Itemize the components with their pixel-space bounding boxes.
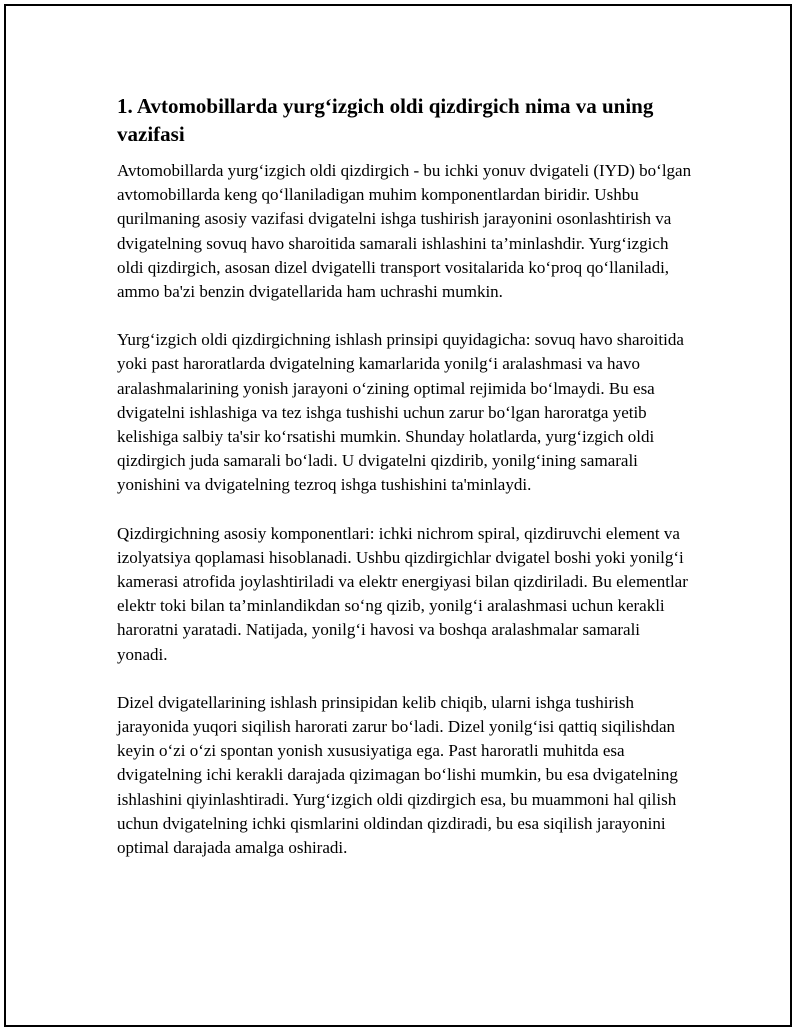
paragraph-intro: Avtomobillarda yurg‘izgich oldi qizdirgich - bu ichki yonuv dvigateli (IYD) bo‘lgan avtomobillarda keng qo‘llaniladigan muhim komponentlardan biridir. Ushbu qurilmaning asosiy vazifasi dvigatelni ishga tushirish jarayonini osonlashtirish va dvigatelning sovuq havo sharoitida samarali ishlashini ta’minlashdir. Yurg‘izgich oldi qizdirgich, asosan dizel dvigatelli transport vositalarida ko‘proq qo‘llaniladi, ammo ba'zi benzin dvigatellarida ham uchrashi mumkin. [117, 161, 692, 302]
section-heading: 1. Avtomobillarda yurg‘izgich oldi qizdirgich nima va uning vazifasi [117, 94, 654, 146]
paragraph-working-principle: Yurg‘izgich oldi qizdirgichning ishlash prinsipi quyidagicha: sovuq havo sharoitida yoki past haroratlarda dvigatelning kamarlarida yonilg‘i aralashmasi va havo aralashmalarining yonish jarayoni o‘zining optimal rejimida bo‘lmaydi. Bu esa dvigatelni ishlashiga va tez ishga tushishi uchun zarur bo‘lgan haroratga yetib kelishiga salbiy ta'sir ko‘rsatishi mumkin. Shunday holatlarda, yurg‘izgich oldi qizdirgich juda samarali bo‘ladi. U dvigatelni qizdirib, yonilg‘ining samarali yonishini va dvigatelning tezroq ishga tushishini ta'minlaydi. [117, 330, 684, 495]
document-body [117, 92, 692, 884]
paragraph-components: Qizdirgichning asosiy komponentlari: ichki nichrom spiral, qizdiruvchi element va izolyatsiya qoplamasi hisoblanadi. Ushbu qizdirgichlar dvigatel boshi yoki yonilg‘i kamerasi atrofida joylashtiriladi va elektr energiyasi bilan qizdiriladi. Bu elementlar elektr toki bilan ta’minlandikdan so‘ng qizib, yonilg‘i aralashmasi uchun kerakli haroratni yaratadi. Natijada, yonilg‘i havosi va boshqa aralashmalar samarali yonadi. [117, 523, 688, 664]
paragraph-diesel-engines: Dizel dvigatellarining ishlash prinsipidan kelib chiqib, ularni ishga tushirish jarayonida yuqori siqilish harorati zarur bo‘ladi. Dizel yonilg‘isi qattiq siqilishdan keyin o‘zi o‘zi spontan yonish xususiyatiga ega. Past haroratli muhitda esa dvigatelning ichi kerakli darajada qizimagan bo‘lishi mumkin, bu esa dvigatelning ishlashini qiyinlashtiradi. Yurg‘izgich oldi qizdirgich esa, bu muammoni hal qilish uchun dvigatelning ichki qismlarini oldindan qizdiradi, bu esa siqilish jarayonini optimal darajada amalga oshiradi. [117, 692, 678, 858]
